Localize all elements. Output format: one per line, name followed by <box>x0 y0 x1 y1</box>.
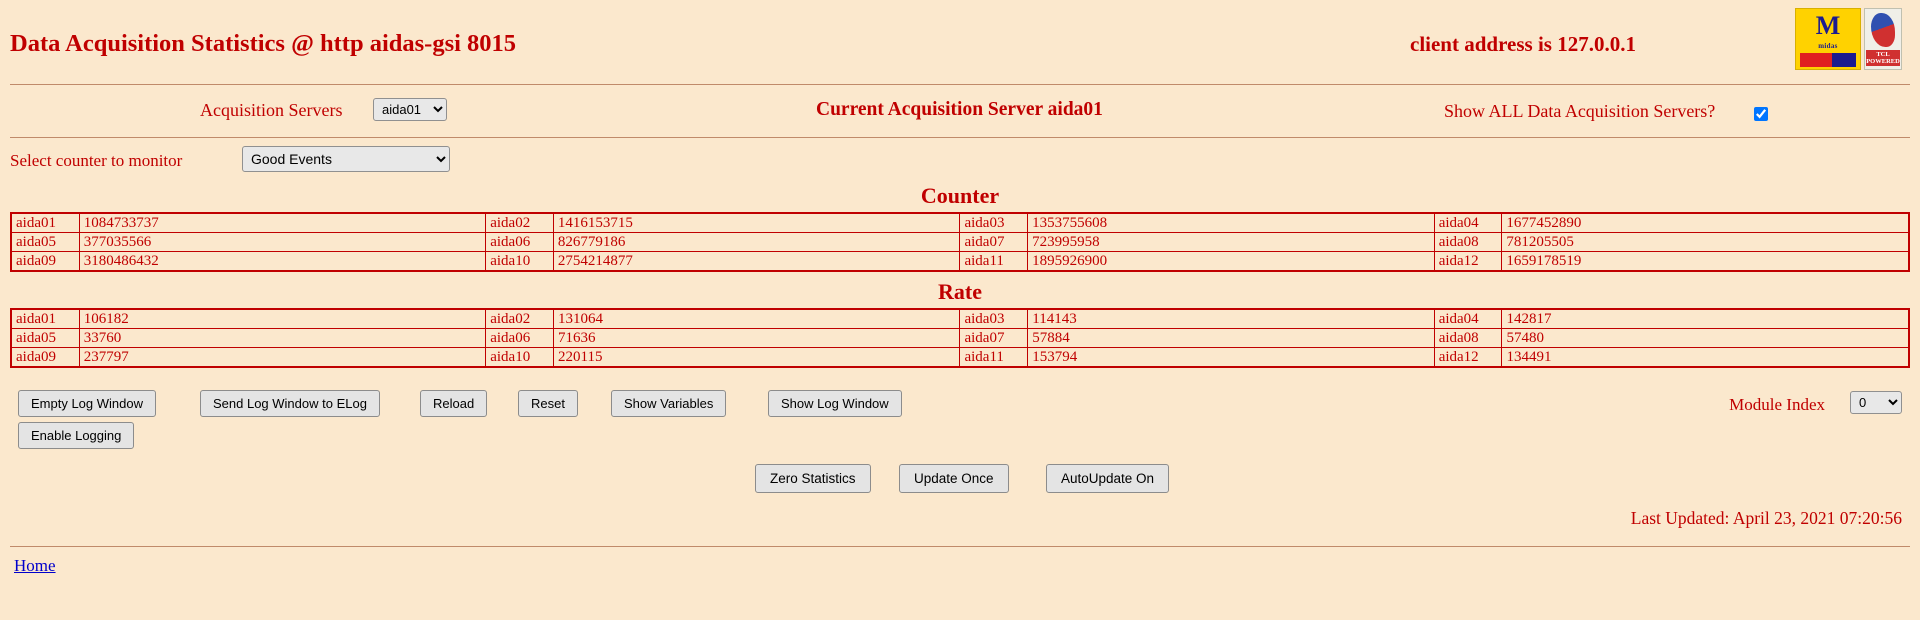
show-log-window-button[interactable]: Show Log Window <box>768 390 902 417</box>
page-header <box>10 0 1910 84</box>
last-updated-row <box>10 508 1910 542</box>
node-value: 237797 <box>79 348 485 368</box>
node-value: 71636 <box>554 329 960 348</box>
module-index-label: Module Index <box>1729 395 1825 415</box>
table-row <box>11 348 1909 368</box>
node-name: aida04 <box>1434 309 1502 329</box>
zero-statistics-button[interactable]: Zero Statistics <box>755 464 871 493</box>
node-value: 114143 <box>1028 309 1434 329</box>
rate-table-title: Rate <box>938 279 982 305</box>
footer-divider <box>10 546 1910 547</box>
logo-group <box>1795 8 1902 70</box>
node-name: aida01 <box>11 309 79 329</box>
acquisition-server-bar <box>10 85 1910 137</box>
log-controls-row <box>10 390 1910 418</box>
node-value: 57480 <box>1502 329 1909 348</box>
statistics-controls-row <box>10 464 1910 494</box>
node-name: aida05 <box>11 329 79 348</box>
node-value: 781205505 <box>1502 233 1909 252</box>
node-name: aida10 <box>486 348 554 368</box>
node-name: aida01 <box>11 213 79 233</box>
node-value: 377035566 <box>79 233 486 252</box>
node-name: aida08 <box>1434 329 1502 348</box>
node-value: 1353755608 <box>1028 213 1435 233</box>
send-log-window-to-elog-button[interactable]: Send Log Window to ELog <box>200 390 380 417</box>
node-value: 723995958 <box>1028 233 1435 252</box>
select-counter-label: Select counter to monitor <box>10 151 183 170</box>
node-value: 3180486432 <box>79 252 486 272</box>
node-name: aida07 <box>960 329 1028 348</box>
current-acquisition-server-label: Current Acquisition Server aida01 <box>816 99 1103 120</box>
client-address: client address is 127.0.0.1 <box>1410 32 1636 56</box>
counter-select[interactable] <box>242 146 450 172</box>
table-row <box>11 252 1909 272</box>
logging-toggle-row <box>10 422 1910 450</box>
module-index-select-wrapper <box>1850 391 1902 414</box>
counter-table-title: Counter <box>920 183 1000 208</box>
node-value: 2754214877 <box>553 252 960 272</box>
node-value: 1084733737 <box>79 213 486 233</box>
table-row <box>11 233 1909 252</box>
node-value: 57884 <box>1028 329 1434 348</box>
node-value: 33760 <box>79 329 485 348</box>
update-once-button[interactable]: Update Once <box>899 464 1009 493</box>
node-name: aida06 <box>486 233 554 252</box>
node-value: 131064 <box>554 309 960 329</box>
midas-logo-bar-secondary <box>1832 53 1856 67</box>
midas-logo-letter: M <box>1815 11 1841 40</box>
node-name: aida03 <box>960 309 1028 329</box>
show-all-servers-label: Show ALL Data Acquisition Servers? <box>1444 101 1716 121</box>
node-value: 142817 <box>1502 309 1909 329</box>
table-row <box>11 213 1909 233</box>
node-value: 153794 <box>1028 348 1434 368</box>
counter-select-bar <box>10 138 1910 184</box>
node-name: aida04 <box>1434 213 1502 233</box>
acquisition-server-select-wrapper <box>373 98 447 121</box>
node-value: 1895926900 <box>1028 252 1435 272</box>
node-name: aida09 <box>11 348 79 368</box>
autoupdate-on-button[interactable]: AutoUpdate On <box>1046 464 1169 493</box>
tcl-feather-icon <box>1871 13 1895 47</box>
node-name: aida02 <box>486 309 554 329</box>
node-name: aida11 <box>960 252 1028 272</box>
show-all-servers-checkbox[interactable] <box>1754 107 1768 121</box>
node-name: aida05 <box>11 233 79 252</box>
node-name: aida08 <box>1434 233 1502 252</box>
node-name: aida12 <box>1434 348 1502 368</box>
enable-logging-button[interactable]: Enable Logging <box>18 422 134 449</box>
node-name: aida12 <box>1434 252 1502 272</box>
node-name: aida07 <box>960 233 1028 252</box>
module-index-select[interactable] <box>1850 391 1902 414</box>
acquisition-servers-label: Acquisition Servers <box>200 100 343 120</box>
table-row <box>11 329 1909 348</box>
node-name: aida06 <box>486 329 554 348</box>
node-name: aida10 <box>486 252 554 272</box>
show-variables-button[interactable]: Show Variables <box>611 390 726 417</box>
node-name: aida11 <box>960 348 1028 368</box>
node-name: aida03 <box>960 213 1028 233</box>
node-name: aida02 <box>486 213 554 233</box>
node-value: 106182 <box>79 309 485 329</box>
empty-log-window-button[interactable]: Empty Log Window <box>18 390 156 417</box>
rate-table <box>10 308 1910 368</box>
tcl-logo-tag: TCL POWERED <box>1866 51 1900 65</box>
node-value: 826779186 <box>553 233 960 252</box>
node-value: 1659178519 <box>1502 252 1909 272</box>
last-updated-text: Last Updated: April 23, 2021 07:20:56 <box>1630 508 1902 529</box>
node-value: 1677452890 <box>1502 213 1909 233</box>
node-value: 134491 <box>1502 348 1909 368</box>
page-title: Data Acquisition Statistics @ http aidas-gsi 8015 <box>10 30 517 57</box>
reload-button[interactable]: Reload <box>420 390 487 417</box>
home-link[interactable]: Home <box>14 556 56 576</box>
reset-button[interactable]: Reset <box>518 390 578 417</box>
counter-table <box>10 212 1910 272</box>
node-value: 1416153715 <box>553 213 960 233</box>
midas-logo-subtext: midas <box>1818 42 1838 50</box>
node-name: aida09 <box>11 252 79 272</box>
counter-select-wrapper <box>242 146 450 172</box>
node-value: 220115 <box>554 348 960 368</box>
midas-logo-icon <box>1795 8 1861 70</box>
tcl-powered-logo-icon <box>1864 8 1902 70</box>
table-row <box>11 309 1909 329</box>
acquisition-server-select[interactable] <box>373 98 447 121</box>
